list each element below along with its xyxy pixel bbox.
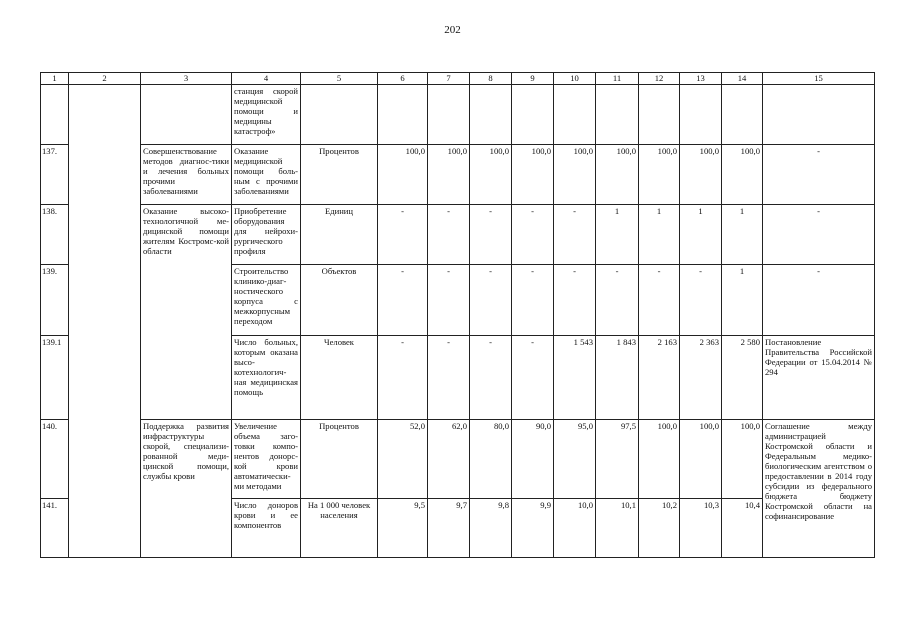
value-cell: 100,0 [639,145,680,205]
note-cell: - [763,205,875,265]
value-cell: 10,1 [596,499,639,558]
value-cell: - [554,265,596,336]
value-cell: - [639,265,680,336]
table-row [41,420,875,499]
header-cell: 1 [41,73,69,85]
value-cell: 62,0 [428,420,470,499]
value-cell: - [428,336,470,420]
group-cell: Поддержка развития инфраструктуры скорой, специализи-рованной меди-цинской помощи, службы крови [141,420,232,558]
header-cell: 4 [232,73,301,85]
header-cell: 3 [141,73,232,85]
value-cell [428,85,470,145]
value-cell: - [554,205,596,265]
unit-cell: Процентов [301,145,378,205]
value-cell: 100,0 [596,145,639,205]
value-cell [512,85,554,145]
note-cell: Соглашение между администрацией Костромской области и Федеральным медико-биологическим агентством о предоставлении в 2014 году субсидии из федерального бюджета бюджету Костромской области на софинансирование [763,420,875,558]
value-cell: - [378,336,428,420]
value-cell: - [428,205,470,265]
unit-cell: Процентов [301,420,378,499]
value-cell [596,85,639,145]
header-cell: 11 [596,73,639,85]
header-cell: 10 [554,73,596,85]
value-cell: 97,5 [596,420,639,499]
value-cell: 100,0 [470,145,512,205]
num-cell: 137. [41,145,69,205]
page-number: 202 [444,24,461,36]
value-cell: 100,0 [680,145,722,205]
value-cell: - [428,265,470,336]
indicator-cell: станция скорой медицинской помощи и медицины катастроф» [232,85,301,145]
column-numbers-row [41,73,875,85]
value-cell: 9,8 [470,499,512,558]
indicator-cell: Увеличение объема заго-товки компо-нентов донорс-кой крови автоматически-ми методами [232,420,301,499]
value-cell: 2 163 [639,336,680,420]
unit-cell: Единиц [301,205,378,265]
value-cell [680,85,722,145]
unit-cell: Человек [301,336,378,420]
value-cell: - [378,205,428,265]
value-cell: 1 843 [596,336,639,420]
num-cell [41,85,69,145]
indicator-cell: Строительство клинико-диаг-ностического корпуса с межкорпусным переходом [232,265,301,336]
value-cell: - [512,265,554,336]
group-cell: Оказание высоко-технологичной ме-дицинской помощи жителям Костромс-кой области [141,205,232,420]
value-cell: 90,0 [512,420,554,499]
value-cell: - [470,265,512,336]
indicator-cell: Число больных, которым оказана высо-котехнологич-ная медицинская помощь [232,336,301,420]
num-cell: 140. [41,420,69,499]
num-cell: 141. [41,499,69,558]
header-cell: 2 [69,73,141,85]
value-cell: 100,0 [554,145,596,205]
group-cell [141,85,232,145]
num-cell: 138. [41,205,69,265]
value-cell: 100,0 [680,420,722,499]
value-cell: 9,9 [512,499,554,558]
value-cell: - [596,265,639,336]
value-cell [639,85,680,145]
value-cell: 10,0 [554,499,596,558]
value-cell: 9,7 [428,499,470,558]
header-cell: 15 [763,73,875,85]
unit-cell [301,85,378,145]
value-cell: 1 [680,205,722,265]
note-cell [763,85,875,145]
table-row [41,85,875,145]
value-cell: - [378,265,428,336]
value-cell: 1 [639,205,680,265]
unit-cell: На 1 000 человек населения [301,499,378,558]
value-cell: - [680,265,722,336]
indicator-cell: Оказание медицинской помощи боль-ным с прочими заболеваниями [232,145,301,205]
value-cell [722,85,763,145]
task-cell [69,85,141,558]
header-cell: 5 [301,73,378,85]
value-cell: 2 363 [680,336,722,420]
value-cell: - [470,336,512,420]
value-cell: 100,0 [378,145,428,205]
value-cell: - [470,205,512,265]
value-cell: 1 [722,265,763,336]
header-cell: 12 [639,73,680,85]
header-cell: 14 [722,73,763,85]
table-row [41,145,875,205]
value-cell: 100,0 [722,145,763,205]
value-cell: 10,3 [680,499,722,558]
table-row [41,205,875,265]
header-cell: 13 [680,73,722,85]
unit-cell: Объектов [301,265,378,336]
num-cell: 139. [41,265,69,336]
note-cell: - [763,145,875,205]
value-cell: 1 543 [554,336,596,420]
value-cell: 10,4 [722,499,763,558]
value-cell [470,85,512,145]
num-cell: 139.1 [41,336,69,420]
value-cell: 100,0 [512,145,554,205]
value-cell [554,85,596,145]
indicator-cell: Число доноров крови и ее компонентов [232,499,301,558]
value-cell [378,85,428,145]
header-cell: 9 [512,73,554,85]
value-cell: 2 580 [722,336,763,420]
value-cell: 1 [722,205,763,265]
value-cell: - [512,336,554,420]
value-cell: 100,0 [722,420,763,499]
value-cell: 9,5 [378,499,428,558]
value-cell: 95,0 [554,420,596,499]
value-cell: 100,0 [428,145,470,205]
value-cell: 10,2 [639,499,680,558]
value-cell: 52,0 [378,420,428,499]
note-cell: - [763,265,875,336]
value-cell: 80,0 [470,420,512,499]
header-cell: 7 [428,73,470,85]
value-cell: - [512,205,554,265]
group-cell: Совершенствование методов диагнос-тики и лечения больных прочими заболеваниями [141,145,232,205]
value-cell: 1 [596,205,639,265]
header-cell: 8 [470,73,512,85]
indicator-cell: Приобретение оборудования для нейрохи-рургического профиля [232,205,301,265]
value-cell: 100,0 [639,420,680,499]
indicators-table [40,72,875,558]
header-cell: 6 [378,73,428,85]
note-cell: Постановление Правительства Российской Федерации от 15.04.2014 № 294 [763,336,875,420]
